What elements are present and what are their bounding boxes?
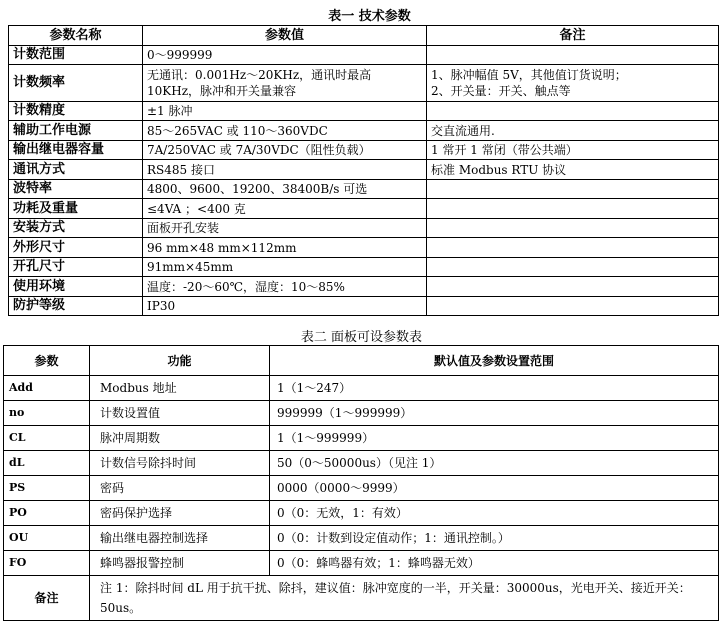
remark-cell: 1 常开 1 常闭（带公共端） bbox=[427, 141, 719, 160]
function-cell: 蜂鸣器报警控制 bbox=[90, 551, 270, 576]
table1-caption: 表一 技术参数 bbox=[328, 9, 411, 24]
table1-row bbox=[9, 277, 719, 297]
remark-cell bbox=[427, 297, 719, 316]
default-range-cell: 999999（1～999999） bbox=[270, 401, 719, 426]
param-code-cell: OU bbox=[4, 526, 90, 551]
table1-row bbox=[9, 46, 719, 65]
table1-header-cell: 备注 bbox=[427, 26, 719, 46]
remark-cell bbox=[427, 258, 719, 277]
table2-header-cell: 默认值及参数设置范围 bbox=[270, 346, 719, 376]
param-value-cell: 96 mm×48 mm×112mm bbox=[143, 238, 427, 258]
table1-row bbox=[9, 238, 719, 258]
remark-cell bbox=[427, 219, 719, 238]
remark-cell bbox=[427, 180, 719, 199]
default-range-cell: 0000（0000～9999） bbox=[270, 476, 719, 501]
param-name-cell: 计数精度 bbox=[9, 102, 143, 121]
param-name-cell: 通讯方式 bbox=[9, 160, 143, 180]
param-code-cell: no bbox=[4, 401, 90, 426]
param-code-cell: PS bbox=[4, 476, 90, 501]
table2-caption: 表二 面板可设参数表 bbox=[300, 330, 423, 345]
tech-params-table bbox=[8, 25, 719, 316]
param-code-cell: dL bbox=[4, 451, 90, 476]
function-cell: 输出继电器控制选择 bbox=[90, 526, 270, 551]
param-code-cell: Add bbox=[4, 376, 90, 401]
param-name-cell: 安装方式 bbox=[9, 219, 143, 238]
param-value-cell: 无通讯：0.001Hz～20KHz，通讯时最高10KHz，脉冲和开关量兼容 bbox=[143, 65, 427, 102]
table2-note-row bbox=[4, 576, 719, 621]
table2-header-row bbox=[4, 346, 719, 376]
param-name-cell: 防护等级 bbox=[9, 297, 143, 316]
param-value-cell: ≤4VA ；<400 克 bbox=[143, 199, 427, 219]
param-name-cell: 计数范围 bbox=[9, 46, 143, 65]
table1-header-cell: 参数值 bbox=[143, 26, 427, 46]
param-value-cell: 面板开孔安装 bbox=[143, 219, 427, 238]
table1-row bbox=[9, 258, 719, 277]
table2-row bbox=[4, 426, 719, 451]
remark-cell: 标准 Modbus RTU 协议 bbox=[427, 160, 719, 180]
function-cell: 计数信号除抖时间 bbox=[90, 451, 270, 476]
remark-cell bbox=[427, 199, 719, 219]
default-range-cell: 0（0：蜂鸣器有效；1：蜂鸣器无效） bbox=[270, 551, 719, 576]
param-name-cell: 使用环境 bbox=[9, 277, 143, 297]
table2-row bbox=[4, 501, 719, 526]
param-value-cell: 温度：-20～60℃，湿度：10～85% bbox=[143, 277, 427, 297]
table1-header-row bbox=[9, 26, 719, 46]
table2-row bbox=[4, 401, 719, 426]
function-cell: 脉冲周期数 bbox=[90, 426, 270, 451]
param-value-cell: 4800、9600、19200、38400B/s 可选 bbox=[143, 180, 427, 199]
param-name-cell: 功耗及重量 bbox=[9, 199, 143, 219]
remark-cell bbox=[427, 277, 719, 297]
default-range-cell: 1（1～999999） bbox=[270, 426, 719, 451]
remark-cell bbox=[427, 46, 719, 65]
default-range-cell: 50（0～50000us）（见注 1） bbox=[270, 451, 719, 476]
remark-cell: 1、脉冲幅值 5V，其他值订货说明； 2、开关量：开关、触点等 bbox=[427, 65, 719, 102]
function-cell: Modbus 地址 bbox=[90, 376, 270, 401]
table1-row bbox=[9, 297, 719, 316]
table1-row bbox=[9, 219, 719, 238]
param-code-cell: CL bbox=[4, 426, 90, 451]
function-cell: 密码 bbox=[90, 476, 270, 501]
param-name-cell: 辅助工作电源 bbox=[9, 121, 143, 141]
param-name-cell: 波特率 bbox=[9, 180, 143, 199]
param-name-cell: 输出继电器容量 bbox=[9, 141, 143, 160]
param-value-cell: ±1 脉冲 bbox=[143, 102, 427, 121]
function-cell: 计数设置值 bbox=[90, 401, 270, 426]
param-name-cell: 外形尺寸 bbox=[9, 238, 143, 258]
remark-cell bbox=[427, 238, 719, 258]
table1-row bbox=[9, 199, 719, 219]
param-value-cell: RS485 接口 bbox=[143, 160, 427, 180]
table2-row bbox=[4, 551, 719, 576]
note-label-cell: 备注 bbox=[4, 576, 90, 621]
param-code-cell: PO bbox=[4, 501, 90, 526]
default-range-cell: 1（1～247） bbox=[270, 376, 719, 401]
table1-row bbox=[9, 121, 719, 141]
table1-row bbox=[9, 102, 719, 121]
remark-cell bbox=[427, 102, 719, 121]
param-name-cell: 计数频率 bbox=[9, 65, 143, 102]
default-range-cell: 0（0：无效，1：有效） bbox=[270, 501, 719, 526]
table2-row bbox=[4, 526, 719, 551]
note-text-cell: 注 1：除抖时间 dL 用于抗干扰、除抖，建议值：脉冲宽度的一半，开关量：30000us，光电开关、接近开关：50us。 bbox=[90, 576, 719, 621]
table2-row bbox=[4, 476, 719, 501]
param-code-cell: FO bbox=[4, 551, 90, 576]
param-value-cell: IP30 bbox=[143, 297, 427, 316]
panel-params-table bbox=[3, 345, 719, 621]
table2-row bbox=[4, 451, 719, 476]
table2-header-cell: 功能 bbox=[90, 346, 270, 376]
default-range-cell: 0（0：计数到设定值动作；1：通讯控制。） bbox=[270, 526, 719, 551]
table2-row bbox=[4, 376, 719, 401]
table2-header-cell: 参数 bbox=[4, 346, 90, 376]
table1-header-cell: 参数名称 bbox=[9, 26, 143, 46]
table1-row bbox=[9, 180, 719, 199]
param-name-cell: 开孔尺寸 bbox=[9, 258, 143, 277]
table1-row bbox=[9, 65, 719, 102]
param-value-cell: 85～265VAC 或 110～360VDC bbox=[143, 121, 427, 141]
table1-row bbox=[9, 141, 719, 160]
param-value-cell: 0～999999 bbox=[143, 46, 427, 65]
remark-cell: 交直流通用. bbox=[427, 121, 719, 141]
param-value-cell: 91mm×45mm bbox=[143, 258, 427, 277]
table1-row bbox=[9, 160, 719, 180]
function-cell: 密码保护选择 bbox=[90, 501, 270, 526]
param-value-cell: 7A/250VAC 或 7A/30VDC（阻性负载） bbox=[143, 141, 427, 160]
